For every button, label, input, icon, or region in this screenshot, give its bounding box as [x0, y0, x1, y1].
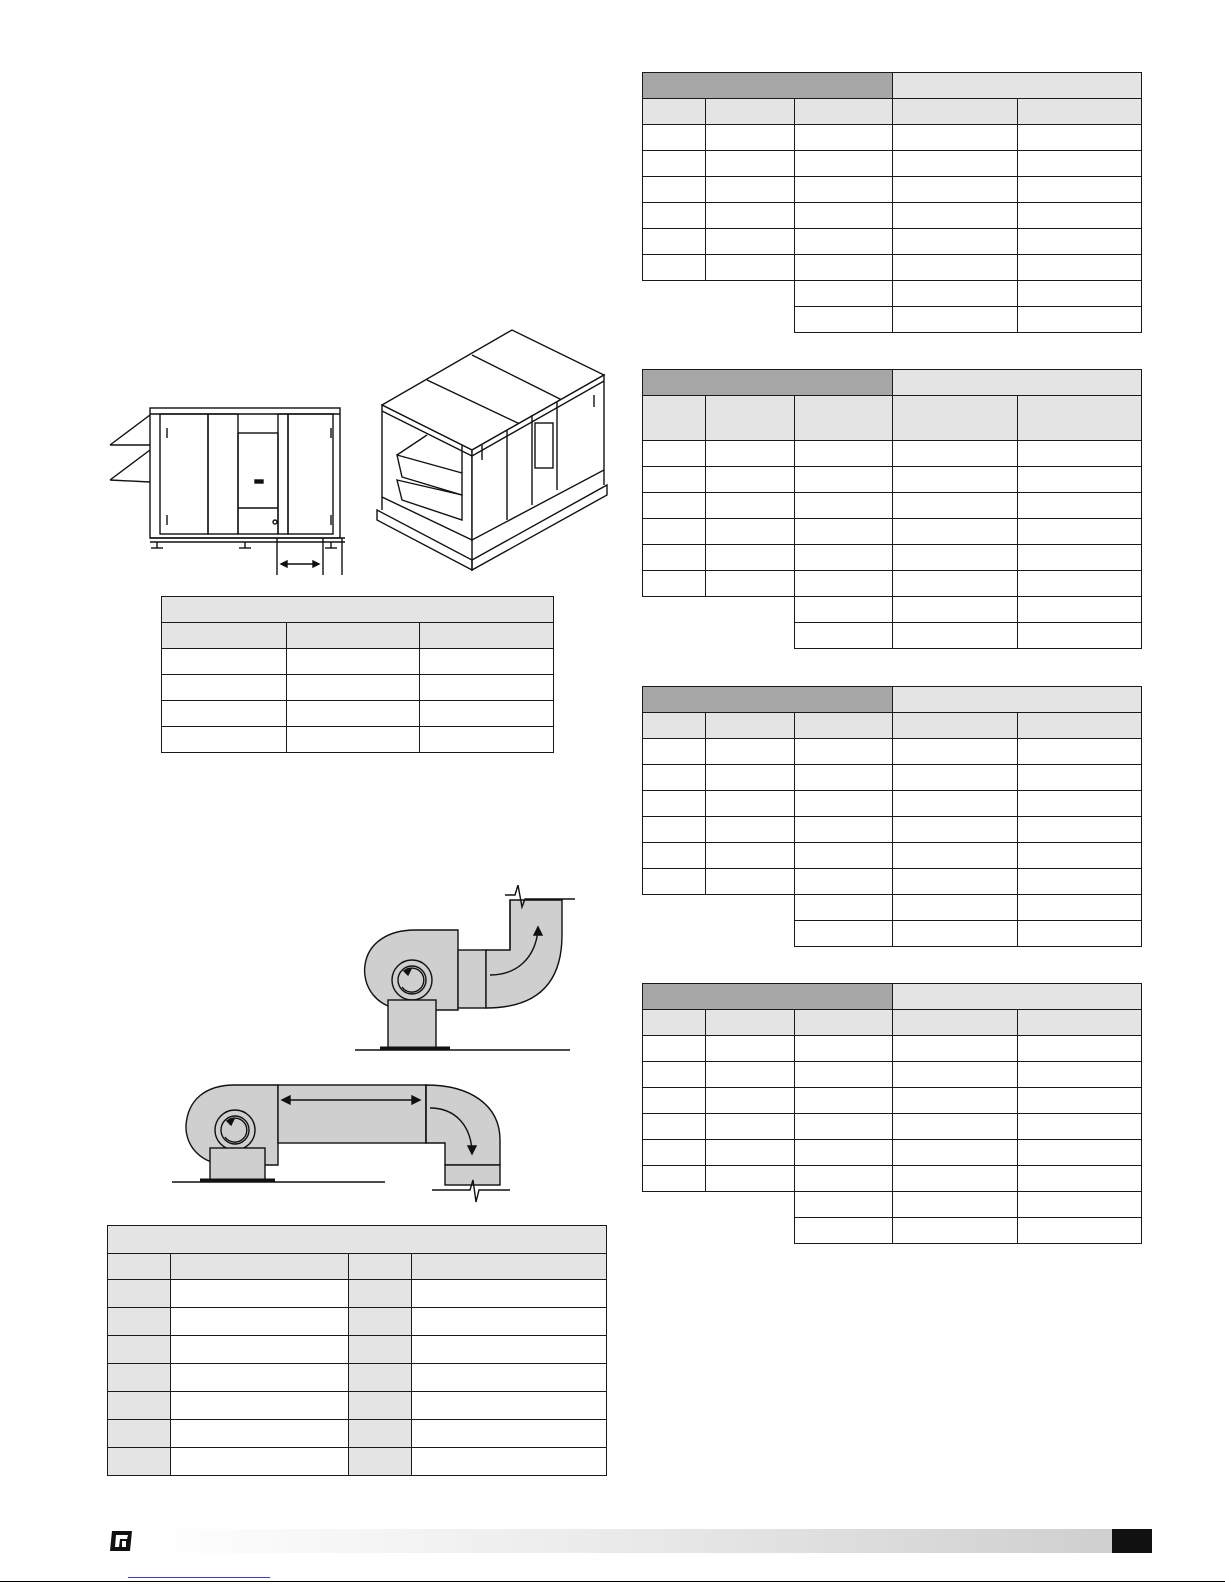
table-row: [643, 441, 1142, 467]
fan-discharge-up-diagram: [350, 885, 580, 1055]
table-row: [643, 1088, 1142, 1114]
table-row: [108, 1280, 607, 1308]
column-header: [108, 1254, 171, 1280]
table-row: [643, 125, 1142, 151]
unit-side-elevation: [105, 400, 355, 585]
unit-isometric: [372, 325, 612, 580]
table-header-left: [643, 73, 893, 99]
table-row: [643, 545, 1142, 571]
column-header: [349, 1254, 412, 1280]
table-header-left: [643, 984, 893, 1010]
table-row: [643, 843, 1142, 869]
table-header-right: [893, 984, 1142, 1010]
table-row: [162, 675, 554, 701]
table-row: [162, 649, 554, 675]
table-row: [643, 597, 1142, 623]
table-row: [643, 203, 1142, 229]
company-logo-icon: [108, 1529, 134, 1553]
table-row: [643, 571, 1142, 597]
page-bottom-rule: [0, 1581, 1225, 1582]
table-row: [643, 1218, 1142, 1244]
table-row: [643, 1114, 1142, 1140]
table-row: [643, 229, 1142, 255]
table-row: [643, 1036, 1142, 1062]
table-row: [643, 739, 1142, 765]
table-row: [162, 727, 554, 753]
right-table-2: [642, 369, 1142, 649]
table-row: [643, 921, 1142, 947]
table-row: [643, 467, 1142, 493]
table-row: [108, 1420, 607, 1448]
table-header-right: [893, 73, 1142, 99]
table-row: [108, 1392, 607, 1420]
table-header-left: [643, 370, 893, 396]
fan-table-header: [108, 1226, 607, 1254]
right-table-3: [642, 686, 1142, 947]
table-row: [643, 151, 1142, 177]
table-row: [162, 701, 554, 727]
table-row: [643, 307, 1142, 333]
footer-bar: [142, 1529, 1112, 1553]
table-row: [643, 765, 1142, 791]
table-row: [643, 177, 1142, 203]
column-header: [412, 1254, 607, 1280]
table-header-right: [893, 370, 1142, 396]
table-row: [108, 1308, 607, 1336]
table-row: [643, 791, 1142, 817]
column-header: [420, 623, 554, 649]
table-row: [643, 869, 1142, 895]
table-row: [108, 1336, 607, 1364]
table-row: [643, 519, 1142, 545]
table-row: [108, 1448, 607, 1476]
dimension-table: [161, 596, 554, 753]
dimension-table-header: [162, 597, 554, 623]
right-table-4: [642, 983, 1142, 1244]
table-row: [108, 1364, 607, 1392]
table-header-right: [893, 687, 1142, 713]
footer-link[interactable]: [128, 1577, 270, 1578]
column-header: [162, 623, 287, 649]
fan-discharge-down-diagram: [170, 1080, 515, 1210]
page-number-box: [1112, 1529, 1152, 1553]
fan-table: [107, 1225, 607, 1476]
column-header: [171, 1254, 349, 1280]
table-row: [643, 1166, 1142, 1192]
table-row: [643, 1192, 1142, 1218]
table-row: [643, 623, 1142, 649]
column-header: [287, 623, 420, 649]
table-header-left: [643, 687, 893, 713]
table-row: [643, 817, 1142, 843]
table-row: [643, 1062, 1142, 1088]
table-row: [643, 281, 1142, 307]
table-row: [643, 895, 1142, 921]
right-table-1: [642, 72, 1142, 333]
table-row: [643, 1140, 1142, 1166]
table-row: [643, 255, 1142, 281]
table-row: [643, 493, 1142, 519]
